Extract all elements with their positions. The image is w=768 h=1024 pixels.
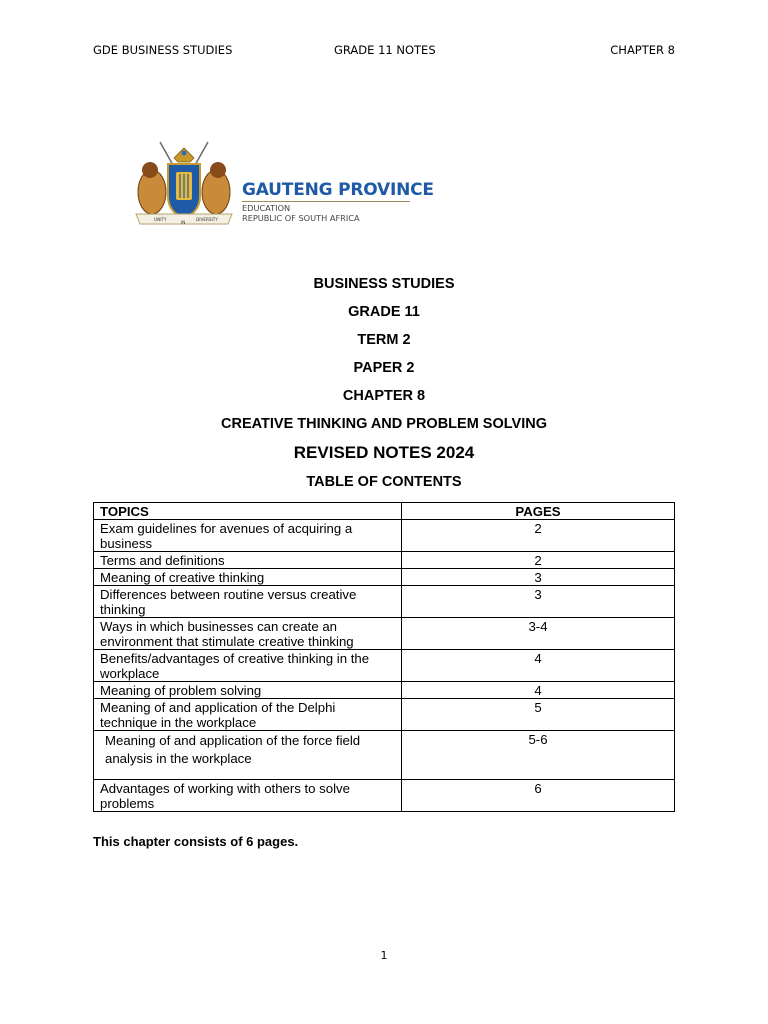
toc-pages: 2 <box>402 520 675 552</box>
toc-header-topics: TOPICS <box>94 503 402 520</box>
logo-education: EDUCATION <box>242 203 291 213</box>
toc-topic: Ways in which businesses can create an environment that stimulate creative thinking <box>94 618 402 650</box>
table-of-contents <box>93 502 675 812</box>
header-center: GRADE 11 NOTES <box>334 43 436 57</box>
subject-title: BUSINESS STUDIES <box>313 276 455 292</box>
table-row <box>94 682 675 699</box>
toc-pages: 5 <box>402 699 675 731</box>
toc-pages: 4 <box>402 682 675 699</box>
toc-pages: 6 <box>402 780 675 812</box>
gauteng-logo <box>130 140 434 230</box>
grade-title: GRADE 11 <box>348 304 420 320</box>
toc-pages: 4 <box>402 650 675 682</box>
topic-title: CREATIVE THINKING AND PROBLEM SOLVING <box>221 416 547 432</box>
logo-title: GAUTENG PROVINCE <box>242 180 434 200</box>
coat-of-arms-icon <box>130 140 238 230</box>
toc-topic: Meaning of and application of the force field analysis in the workplace <box>94 731 402 780</box>
table-row <box>94 731 675 780</box>
toc-pages: 5-6 <box>402 731 675 780</box>
table-row <box>94 586 675 618</box>
table-row <box>94 520 675 552</box>
toc-topic: Terms and definitions <box>94 552 402 569</box>
toc-header-row <box>94 503 675 520</box>
table-row <box>94 569 675 586</box>
table-row <box>94 780 675 812</box>
toc-header-pages: PAGES <box>402 503 675 520</box>
logo-divider <box>242 201 410 202</box>
toc-pages: 2 <box>402 552 675 569</box>
toc-topic: Differences between routine versus creative thinking <box>94 586 402 618</box>
toc-pages: 3-4 <box>402 618 675 650</box>
toc-topic: Exam guidelines for avenues of acquiring a business <box>94 520 402 552</box>
motto-diversity: DIVERSITY <box>196 217 218 222</box>
chapter-page-count: This chapter consists of 6 pages. <box>93 834 299 849</box>
motto-in: IN <box>181 220 186 225</box>
paper-title: PAPER 2 <box>353 360 415 376</box>
table-row <box>94 618 675 650</box>
table-row <box>94 552 675 569</box>
toc-topic: Advantages of working with others to solve problems <box>94 780 402 812</box>
table-row <box>94 650 675 682</box>
toc-topic: Benefits/advantages of creative thinking in the workplace <box>94 650 402 682</box>
revised-notes-title: REVISED NOTES 2024 <box>293 443 475 462</box>
toc-pages: 3 <box>402 569 675 586</box>
table-row <box>94 699 675 731</box>
page-header <box>0 43 768 59</box>
page-number: 1 <box>380 949 388 962</box>
motto-unity: UNITY <box>154 217 167 222</box>
toc-topic: Meaning of creative thinking <box>94 569 402 586</box>
term-title: TERM 2 <box>357 332 411 348</box>
header-left: GDE BUSINESS STUDIES <box>93 43 233 57</box>
header-right: CHAPTER 8 <box>610 43 675 57</box>
toc-heading: TABLE OF CONTENTS <box>306 474 462 490</box>
toc-topic: Meaning of problem solving <box>94 682 402 699</box>
chapter-title: CHAPTER 8 <box>342 388 426 404</box>
toc-pages: 3 <box>402 586 675 618</box>
toc-topic: Meaning of and application of the Delphi technique in the workplace <box>94 699 402 731</box>
logo-republic: REPUBLIC OF SOUTH AFRICA <box>242 213 360 223</box>
